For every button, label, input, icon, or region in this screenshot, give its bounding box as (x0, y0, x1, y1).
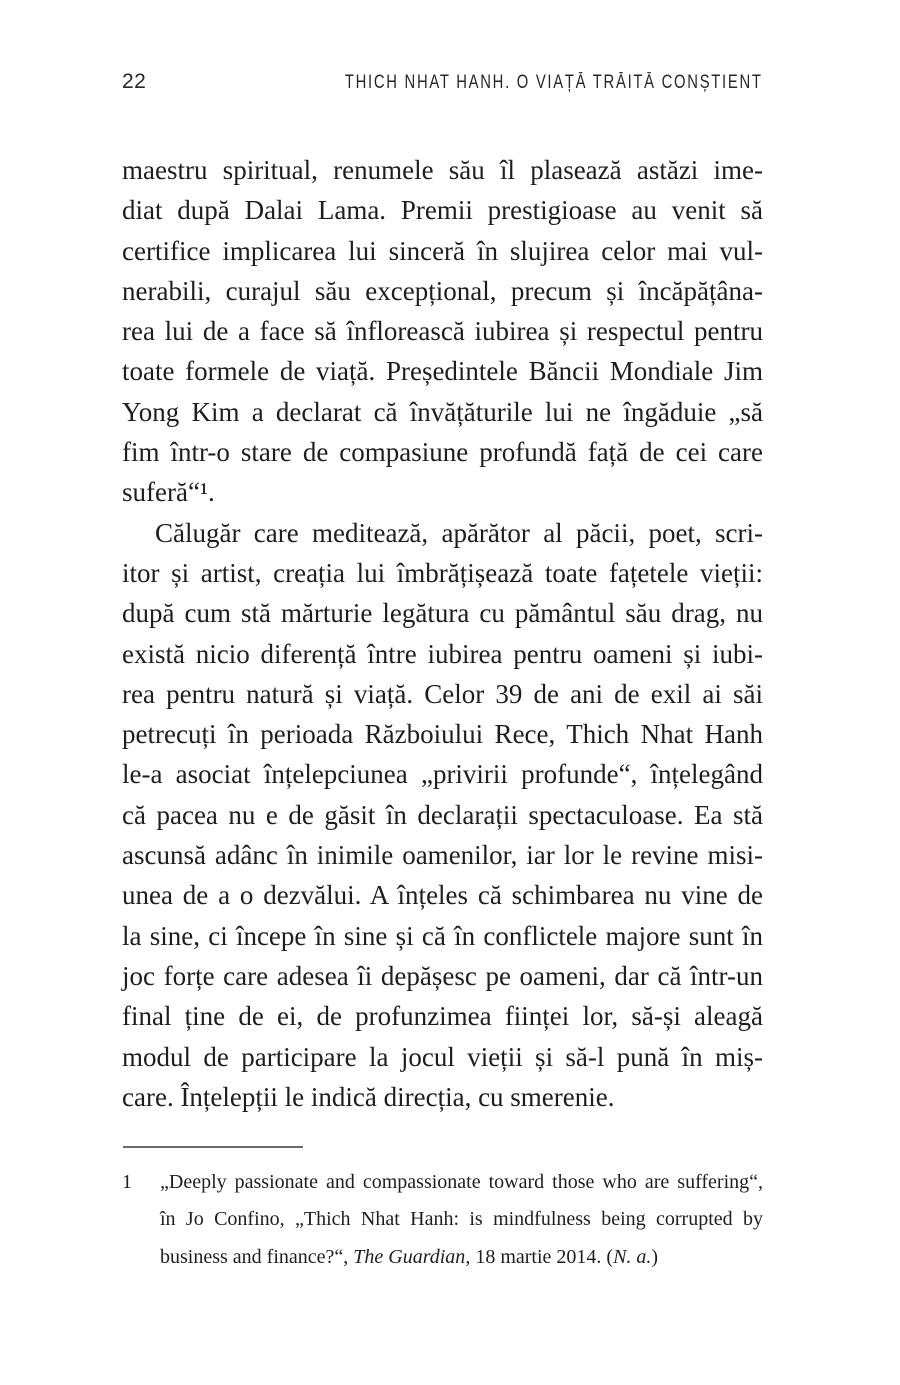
text-line: rea pentru natură și viață. Celor 39 de ani de exil ai săi (122, 678, 763, 709)
text-line: le-a asociat înțelepciunea „privirii profunde“, înțelegând (122, 759, 763, 790)
text-line: toate formele de viață. Președintele Băncii Mondiale Jim (122, 356, 763, 387)
footnote-text (160, 1164, 763, 1276)
text-line: final ține de ei, de profunzimea ființei lor, să-și aleagă (122, 1001, 763, 1032)
page-header (122, 70, 763, 94)
text-line: că pacea nu e de găsit în declarații spectaculoase. Ea stă (122, 799, 763, 830)
text-line: Călugăr care meditează, apărător al păcii, poet, scri- (155, 517, 763, 548)
text-line: suferă“¹. (122, 477, 215, 508)
text-line: nerabili, curajul său excepțional, precum și încăpățâna- (122, 275, 763, 306)
footnote-text-segment: The Guardian (353, 1245, 466, 1268)
text-line: fim într-o stare de compasiune profundă față de cei care (122, 437, 763, 468)
page-number: 22 (122, 70, 147, 93)
text-line: care. Înțelepții le indică direcția, cu smerenie. (122, 1081, 615, 1112)
text-line: ascunsă adânc în inimile oamenilor, iar lor le revine misi- (122, 840, 763, 871)
footnote-text-segment: în Jo Confino, „Thich Nhat Hanh: is mindfulness being corrupted by (160, 1208, 763, 1231)
footnote-text-segment: , 18 martie 2014. ( (465, 1245, 614, 1268)
footnote-line (160, 1164, 763, 1201)
footnote-text-segment: ) (651, 1245, 659, 1268)
running-head: THICH NHAT HANH. O VIAȚĂ TRĂITĂ CONȘTIENT (345, 72, 763, 93)
text-line: există nicio diferență între iubirea pentru oameni și iubi- (122, 638, 763, 669)
footnote-text-segment: „Deeply passionate and compassionate toward those who are suffering“, (160, 1171, 763, 1193)
text-line: certifice implicarea lui sinceră în slujirea celor mai vul- (122, 235, 763, 266)
text-line: după cum stă mărturie legătura cu pământul său drag, nu (122, 598, 763, 629)
footnote-text-segment: business and finance?“, (160, 1245, 354, 1268)
footnote-number: 1 (122, 1171, 132, 1193)
footnote-line (160, 1201, 763, 1238)
text-line: unea de a o dezvălui. A înțeles că schimbarea nu vine de (122, 880, 763, 911)
text-line: petrecuți în perioada Războiului Rece, Thich Nhat Hanh (122, 719, 763, 750)
footnote-text-segment: N. a. (613, 1245, 652, 1268)
footnote-separator (123, 1146, 303, 1148)
text-line: maestru spiritual, renumele său îl plasează astăzi ime- (122, 155, 763, 185)
footnote-line (160, 1239, 763, 1276)
text-line: itor și artist, creația lui îmbrățișează toate fațetele vieții: (122, 557, 763, 588)
footnote (122, 1164, 763, 1276)
text-line: joc forțe care adesea îi depășesc pe oameni, dar că într-un (122, 960, 763, 991)
text-line: Yong Kim a declarat că învățăturile lui ne îngăduie „să (122, 396, 763, 427)
text-line: modul de participare la jocul vieții și să-l pună în miș- (122, 1041, 763, 1072)
text-line: diat după Dalai Lama. Premii prestigioase au venit să (122, 195, 763, 226)
text-line: la sine, ci începe în sine și că în conflictele majore sunt în (122, 920, 763, 951)
body-text (122, 150, 763, 1117)
text-line: rea lui de a face să înflorească iubirea și respectul pentru (122, 316, 763, 347)
